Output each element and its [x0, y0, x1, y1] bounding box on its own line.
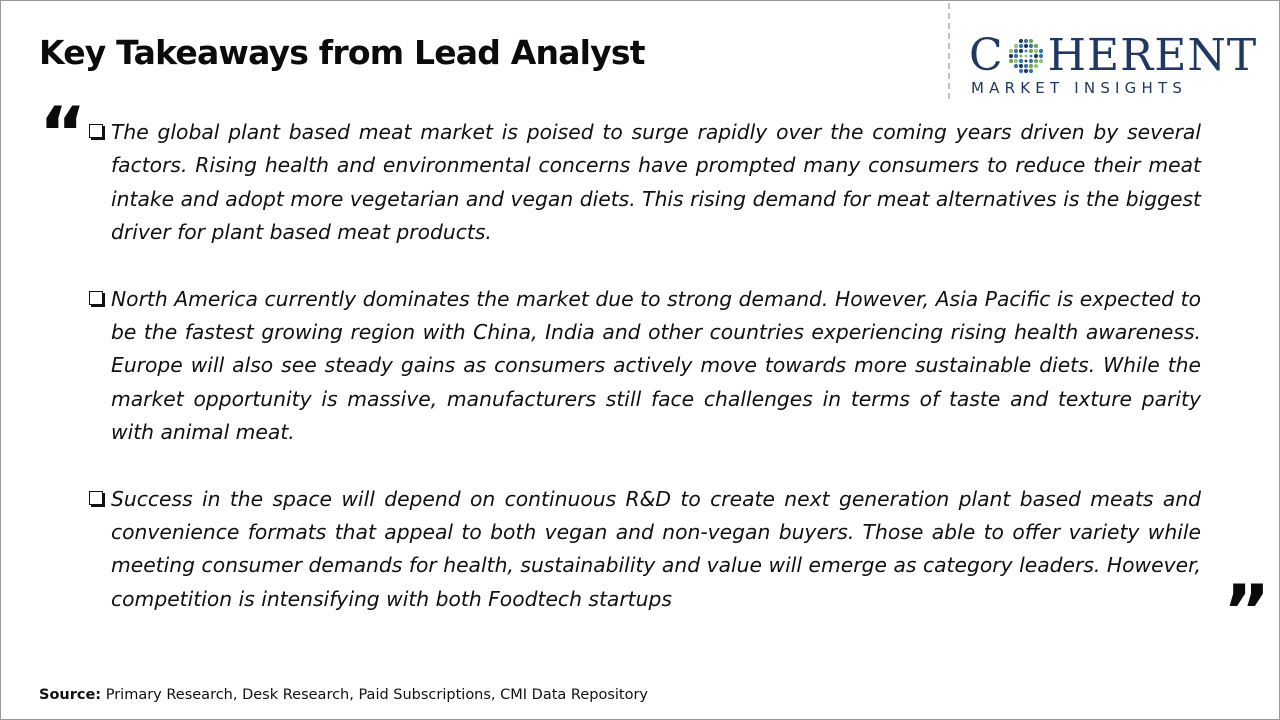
- source-note: [39, 687, 648, 703]
- logo-dot: [1009, 49, 1013, 53]
- logo-dot: [1024, 50, 1027, 53]
- logo-subtitle: MARKET INSIGHTS: [971, 79, 1188, 97]
- logo-dot: [1014, 64, 1018, 68]
- logo-dot: [1019, 44, 1023, 48]
- logo-dot: [1024, 55, 1027, 58]
- logo-dot: [1029, 39, 1033, 43]
- logo-dot: [1019, 59, 1023, 63]
- logo-dot: [1009, 54, 1013, 58]
- page-title: Key Takeaways from Lead Analyst: [39, 33, 645, 72]
- logo-dot: [1034, 59, 1038, 63]
- logo-dot: [1034, 64, 1038, 68]
- logo-dot: [1019, 39, 1023, 43]
- logo-dot: [1039, 49, 1043, 53]
- logo-dot: [1029, 59, 1033, 63]
- logo-dot: [1029, 49, 1033, 53]
- logo-dot: [1029, 64, 1033, 68]
- logo-dot: [1014, 49, 1018, 53]
- logo-dot: [1034, 49, 1038, 53]
- logo-dot: [1024, 69, 1028, 73]
- logo-dot: [1024, 64, 1028, 68]
- checkbox-bullet-icon: [89, 291, 103, 305]
- source-text: Primary Research, Desk Research, Paid Subscriptions, CMI Data Repository: [105, 687, 649, 703]
- checkbox-bullet-icon: [89, 124, 103, 138]
- logo-dot: [1024, 60, 1027, 63]
- close-quote-icon: ”: [1223, 569, 1271, 653]
- logo-dot: [1034, 44, 1038, 48]
- company-logo: [969, 30, 1265, 99]
- logo-dot: [1029, 69, 1033, 73]
- logo-dot: [1014, 44, 1018, 48]
- takeaway-item: [87, 116, 1201, 250]
- logo-dot: [1024, 39, 1028, 43]
- logo-dot: [1009, 59, 1013, 63]
- logo-word-right: HERENT: [1047, 30, 1258, 81]
- logo-dot: [1014, 54, 1018, 58]
- takeaway-text: The global plant based meat market is poised to surge rapidly over the coming years driven by several factors. Rising health and environmental concerns have prompted many consumers to reduce their meat intake and adopt more vegetarian and vegan diets. This rising demand for meat alternatives is the biggest driver for plant based meat products.: [111, 120, 1201, 245]
- logo-dot: [1039, 54, 1043, 58]
- open-quote-icon: “: [39, 91, 87, 175]
- logo-dot: [1019, 69, 1023, 73]
- takeaway-text: Success in the space will depend on continuous R&D to create next generation plant based meats and convenience formats that appeal to both vegan and non-vegan buyers. Those able to offer variety while meeting consumer demands for health, sustainability and value will emerge as category leaders. However, competition is intensifying with both Foodtech startups: [111, 486, 1201, 611]
- source-label: Source:: [39, 687, 102, 703]
- logo-dot: [1019, 55, 1022, 58]
- logo-globe-icon: [1006, 36, 1046, 76]
- takeaway-item: [87, 283, 1201, 450]
- logo-dot: [1029, 55, 1032, 58]
- logo-divider: [948, 3, 950, 99]
- logo-wordmark: [969, 30, 1258, 81]
- logo-dot: [1039, 59, 1043, 63]
- takeaway-item: [87, 483, 1201, 617]
- logo-dot: [1029, 44, 1033, 48]
- logo-dot: [1014, 59, 1018, 63]
- logo-word-left: C: [969, 30, 1004, 81]
- logo-dot: [1019, 64, 1023, 68]
- logo-dot: [1024, 44, 1028, 48]
- logo-dot: [1019, 49, 1023, 53]
- takeaway-text: North America currently dominates the market due to strong demand. However, Asia Pacific is expected to be the fastest growing region with China, India and other countries experiencing rising health awareness. Europe will also see steady gains as consumers actively move towards more sustainable diets. While the market opportunity is massive, manufacturers still face challenges in terms of taste and texture parity with animal meat.: [111, 286, 1201, 445]
- logo-dot: [1034, 54, 1038, 58]
- checkbox-bullet-icon: [89, 491, 103, 505]
- takeaways-list: [87, 116, 1201, 649]
